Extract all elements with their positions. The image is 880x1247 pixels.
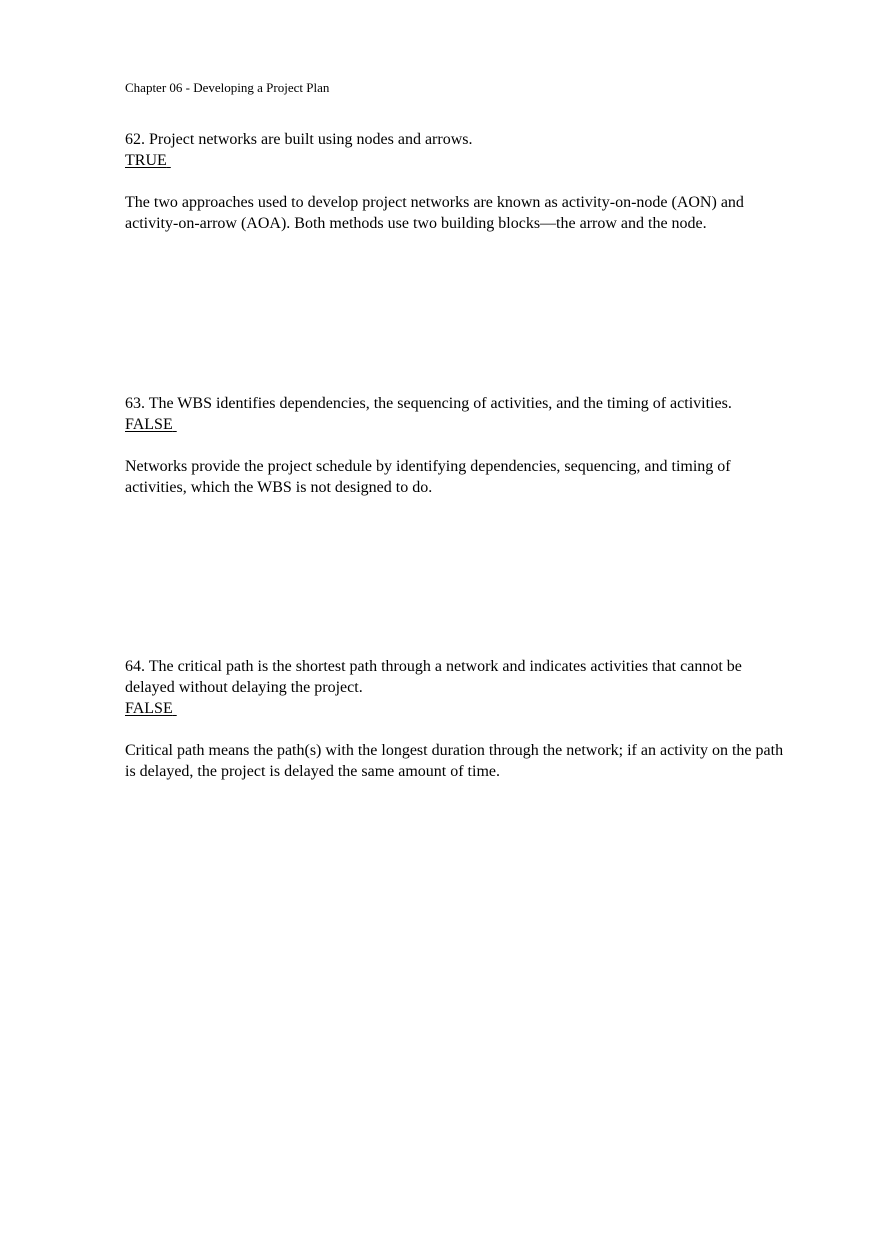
question-63	[125, 393, 785, 498]
answer-label: FALSE	[125, 700, 173, 717]
question-text: 64. The critical path is the shortest path through a network and indicates activities that cannot be delayed without delaying the project.	[125, 658, 742, 696]
question-text: 63. The WBS identifies dependencies, the sequencing of activities, and the timing of activities.	[125, 395, 732, 412]
answer-explanation: The two approaches used to develop project networks are known as activity-on-node (AON) and activity-on-arrow (AOA). Both methods use two building blocks—the arrow and the node.	[125, 194, 744, 232]
answer-explanation: Networks provide the project schedule by identifying dependencies, sequencing, and timing of activities, which the WBS is not designed to do.	[125, 458, 731, 496]
question-text: 62. Project networks are built using nodes and arrows.	[125, 131, 473, 148]
answer-label: FALSE	[125, 416, 173, 433]
question-64	[125, 656, 785, 782]
answer-label: TRUE	[125, 152, 167, 169]
answer-explanation: Critical path means the path(s) with the longest duration through the network; if an activity on the path is delayed, the project is delayed the same amount of time.	[125, 742, 784, 780]
question-62	[125, 129, 785, 234]
chapter-header: Chapter 06 - Developing a Project Plan	[125, 80, 330, 95]
